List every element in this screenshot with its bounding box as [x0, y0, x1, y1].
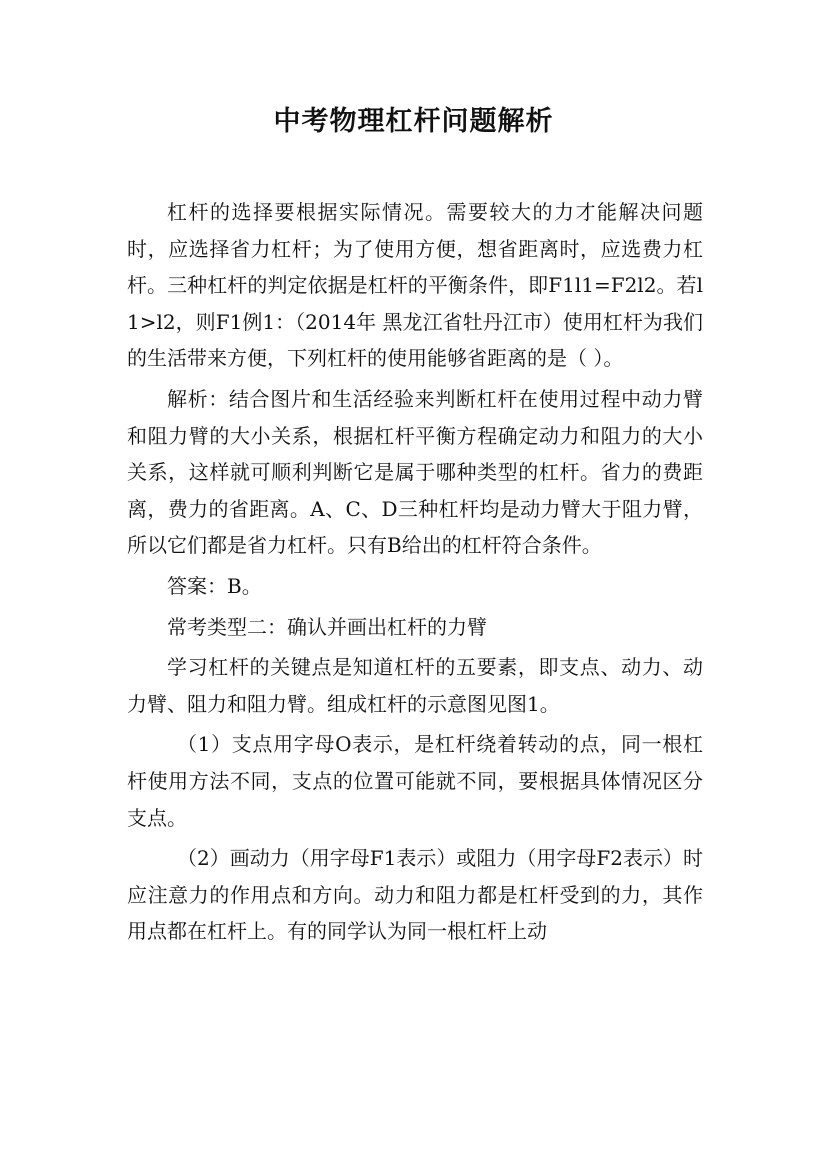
paragraph-five-elements: 学习杠杆的关键点是知道杠杆的五要素，即支点、动力、动力臂、阻力和阻力臂。组成杠杆的示意图见图1。 [127, 655, 703, 716]
paragraph-lever-selection: 杠杆的选择要根据实际情况。需要较大的力才能解决问题时，应选择省力杠杆；为了使用方便，想省距离时，应选费力杠杆。三种杠杆的判定依据是杠杆的平衡条件，即F1l1=F2l2。若l1>l2，则F1例1：（2014年 黑龙江省牡丹江市）使用杠杆为我们的生活带来方便，下列杠杆的使用能够省距离的是（ ）。 [127, 200, 703, 371]
paragraph-fulcrum: （1）支点用字母O表示，是杠杆绕着转动的点，同一根杠杆使用方法不同，支点的位置可能就不同，要根据具体情况区分支点。 [127, 732, 703, 830]
paragraph-analysis: 解析：结合图片和生活经验来判断杠杆在使用过程中动力臂和阻力臂的大小关系，根据杠杆平衡方程确定动力和阻力的大小关系，这样就可顺利判断它是属于哪种类型的杠杆。省力的费距离，费力的省距离。A、C、D三种杠杆均是动力臂大于阻力臂，所以它们都是省力杠杆。只有B给出的杠杆符合条件。 [127, 386, 703, 558]
paragraph-forces: （2）画动力（用字母F1表示）或阻力（用字母F2表示）时应注意力的作用点和方向。动力和阻力都是杠杆受到的力，其作用点都在杠杆上。有的同学认为同一根杠杆上动 [127, 846, 703, 944]
paragraph-section-heading: 常考类型二：确认并画出杠杆的力臂 [167, 614, 487, 639]
paragraph-answer: 答案：B。 [167, 573, 262, 598]
document-body [127, 194, 703, 954]
document-title: 中考物理杠杆问题解析 [273, 106, 554, 137]
